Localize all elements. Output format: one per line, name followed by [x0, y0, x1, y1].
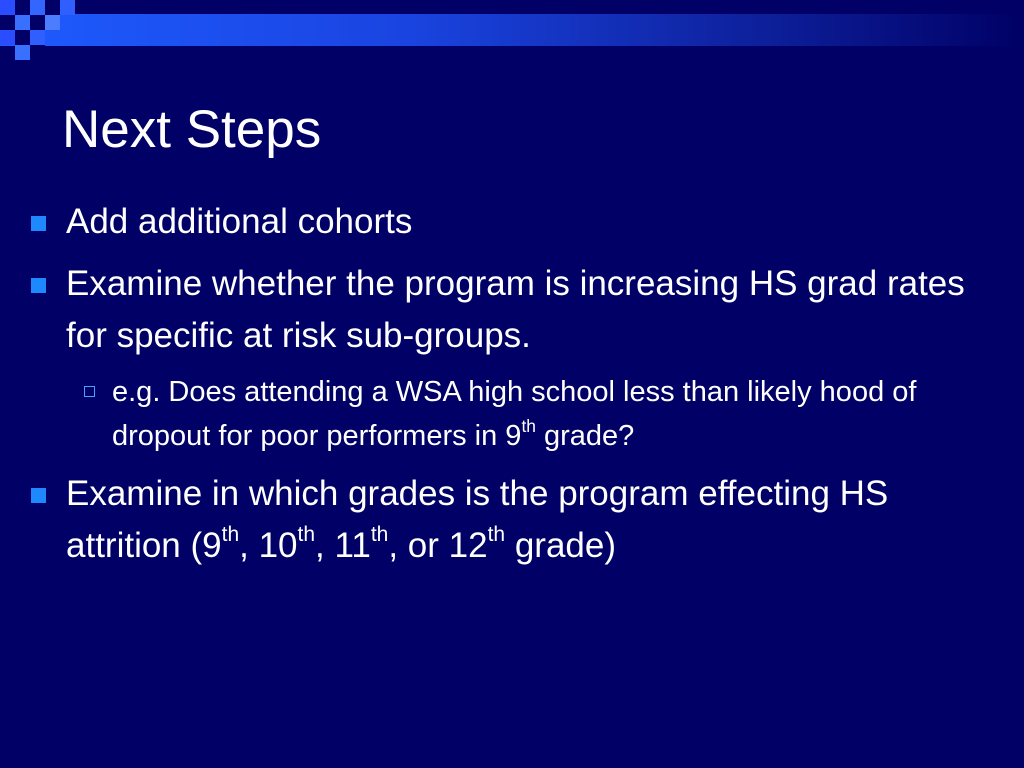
bullet-text: grade): [505, 526, 616, 565]
superscript: th: [521, 415, 536, 436]
slide-title: Next Steps: [62, 100, 322, 159]
bullet-text: , or 12: [388, 526, 488, 565]
square-bullet-icon: [31, 216, 46, 231]
bullet-item: [66, 468, 1006, 572]
bullet-text: Examine whether the program is increasing HS grad rates for specific at risk sub-groups.: [66, 264, 965, 355]
hollow-square-bullet-icon: [84, 386, 95, 397]
bullet-text: , 11: [315, 526, 371, 565]
superscript: th: [370, 523, 389, 547]
square-bullet-icon: [31, 278, 46, 293]
superscript: th: [487, 523, 506, 547]
bullet-text: Examine in which grades is the program effecting HS attrition (9: [66, 474, 889, 565]
superscript: th: [297, 523, 316, 547]
bullet-text: , 10: [239, 526, 298, 565]
sub-bullet-item: [112, 370, 1012, 458]
sub-bullet-text: e.g. Does attending a WSA high school less than likely hood of dropout for poor performers in 9: [112, 376, 917, 452]
bullet-item: [66, 196, 1006, 248]
bullet-item: [66, 258, 1006, 362]
bullet-text: Add additional cohorts: [66, 202, 413, 241]
superscript: th: [221, 523, 240, 547]
header-decorative-band: [0, 14, 1024, 46]
sub-bullet-text: grade?: [535, 420, 635, 452]
square-bullet-icon: [31, 488, 46, 503]
